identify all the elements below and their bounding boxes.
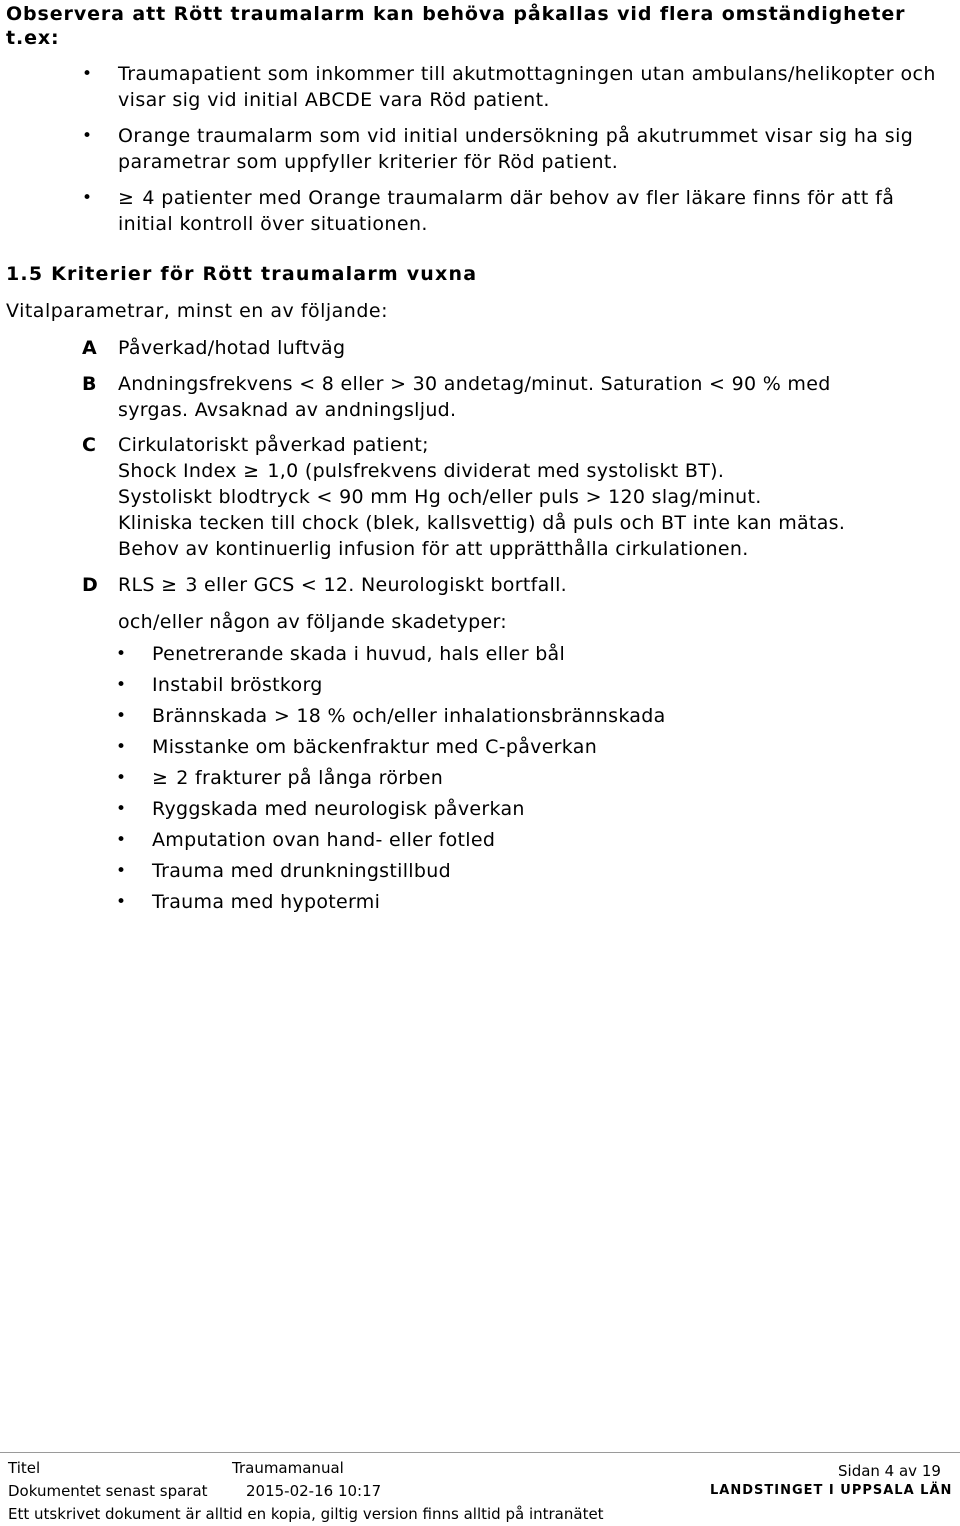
injury-text: Penetrerande skada i huvud, hals eller bål [152,643,566,665]
criterion-line: Systoliskt blodtryck < 90 mm Hg och/eller puls > 120 slag/minut. [118,486,762,508]
criterion-line: Behov av kontinuerlig infusion för att upprätthålla cirkulationen. [118,538,749,560]
footer-page-info: Sidan 4 av 19 [838,1462,941,1480]
injury-text: Brännskada > 18 % och/eller inhalationsbrännskada [152,705,666,727]
injury-text: Instabil bröstkorg [152,674,323,696]
bullet-icon: • [116,675,127,695]
criterion-letter: C [82,434,96,456]
greater-or-equal-icon: ≥ [161,574,178,596]
criterion-line: Kliniska tecken till chock (blek, kallsvettig) då puls och BT inte kan mätas. [118,512,846,534]
criterion-line: 1,0 (pulsfrekvens dividerat med systoliskt BT). [267,460,725,482]
section-heading: 1.5 Kriterier för Rött traumalarm vuxna [6,263,478,285]
greater-or-equal-icon: ≥ [118,187,135,209]
injury-text: 2 frakturer på långa rörben [176,767,444,789]
shock-index-label: Shock Index [118,460,237,482]
injury-text: Ryggskada med neurologisk påverkan [152,798,525,820]
injury-text: Trauma med drunkningstillbud [152,860,451,882]
greater-or-equal-icon: ≥ [243,460,260,482]
criterion-line: 3 eller GCS < 12. Neurologiskt bortfall. [185,574,568,596]
footer-title-label: Titel [8,1459,41,1477]
criterion-line: Andningsfrekvens < 8 eller > 30 andetag/minut. Saturation < 90 % med [118,373,831,395]
criterion-letter: B [82,373,97,395]
vital-intro: Vitalparametrar, minst en av följande: [6,300,389,322]
criterion-line: syrgas. Avsaknad av andningsljud. [118,399,457,421]
bullet-icon: • [116,706,127,726]
bullet-icon: • [116,768,127,788]
injury-intro: och/eller någon av följande skadetyper: [118,611,508,633]
page-footer [0,1452,960,1526]
injury-text: Trauma med hypotermi [152,891,381,913]
footer-divider [0,1452,960,1453]
footer-saved-value: 2015-02-16 10:17 [246,1482,382,1500]
bullet-icon: • [116,861,127,881]
bullet-icon: • [116,892,127,912]
rls-label: RLS [118,574,155,596]
footer-title-value: Traumamanual [232,1459,344,1477]
criterion-line: Cirkulatoriskt påverkad patient; [118,434,429,456]
criterion-letter: A [82,337,97,359]
injury-text: Amputation ovan hand- eller fotled [152,829,496,851]
criterion-letter: D [82,574,98,596]
bullet-icon: • [116,644,127,664]
greater-or-equal-icon: ≥ [152,767,169,789]
bullet-icon: • [82,126,93,146]
condition-text: Traumapatient som inkommer till akutmottagningen utan ambulans/helikopter och visar sig vid initial ABCDE vara Röd patient. [118,63,936,111]
bullet-icon: • [82,188,93,208]
condition-text: 4 patienter med Orange traumalarm där behov av fler läkare finns för att få initial kontroll över situationen. [118,187,895,235]
intro-text: Observera att Rött traumalarm kan behöva påkallas vid flera omständigheter t.ex: [6,3,906,49]
footer-disclaimer: Ett utskrivet dokument är alltid en kopia, giltig version finns alltid på intranätet [8,1505,604,1523]
footer-organization: LANDSTINGET I UPPSALA LÄN [710,1483,953,1498]
bullet-icon: • [116,799,127,819]
condition-text: Orange traumalarm som vid initial undersökning på akutrummet visar sig ha sig parametrar som uppfyller kriterier för Röd patient. [118,125,914,173]
criterion-line: Påverkad/hotad luftväg [118,337,346,359]
injury-text: Misstanke om bäckenfraktur med C-påverkan [152,736,598,758]
footer-saved-label: Dokumentet senast sparat [8,1482,208,1500]
bullet-icon: • [82,64,93,84]
bullet-icon: • [116,737,127,757]
bullet-icon: • [116,830,127,850]
